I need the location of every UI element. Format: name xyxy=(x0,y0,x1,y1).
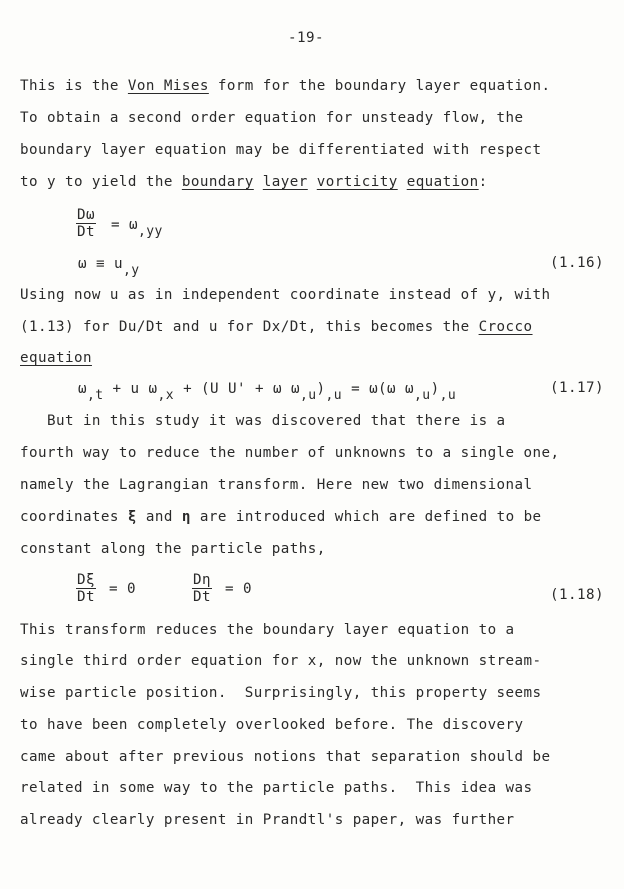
fraction-denominator: Dt xyxy=(193,589,211,605)
subscript: ,yy xyxy=(137,224,163,239)
text-line: came about after previous notions that separation should be xyxy=(20,749,551,765)
equation-rhs xyxy=(102,216,163,241)
text-line: namely the Lagrangian transform. Here new two dimensional xyxy=(20,477,533,493)
math-run: + u ω xyxy=(103,381,158,397)
greek-symbol: η xyxy=(181,509,191,525)
text-run: coordinates xyxy=(20,509,128,525)
text-run: form for the boundary layer equation. xyxy=(208,78,551,94)
fraction-numerator: Dη xyxy=(193,572,211,588)
math-run: = ω(ω ω xyxy=(342,381,415,397)
fraction xyxy=(76,207,96,240)
fraction-denominator: Dt xyxy=(77,224,95,240)
subscript: ,u xyxy=(439,388,457,403)
text-line xyxy=(20,318,533,336)
equation-number: (1.17) xyxy=(550,380,604,396)
text-run: and xyxy=(136,509,182,525)
text-line: single third order equation for x, now the unknown stream- xyxy=(20,653,542,669)
text-line: wise particle position. Surprisingly, this property seems xyxy=(20,685,542,701)
underlined-term: equation xyxy=(406,174,479,190)
fraction-numerator: Dω xyxy=(77,207,95,223)
underlined-term: Crocco xyxy=(478,319,533,335)
text-line xyxy=(20,508,542,526)
text-line: But in this study it was discovered that there is a xyxy=(20,413,506,429)
math-run: ω xyxy=(78,381,87,397)
text-run: (1.13) for Du/Dt and u for Dx/Dt, this becomes the xyxy=(20,319,479,335)
subscript: ,t xyxy=(87,388,104,403)
text-line xyxy=(20,77,551,95)
math-run: + (U U' + ω ω xyxy=(174,381,300,397)
equation-number: (1.18) xyxy=(550,587,604,603)
greek-symbol: ξ xyxy=(127,509,137,525)
text-line: Using now u as in independent coordinate instead of y, with xyxy=(20,287,551,303)
text-line: boundary layer equation may be differentiated with respect xyxy=(20,142,542,158)
page-number: -19- xyxy=(288,30,324,46)
text-line: to have been completely overlooked before. The discovery xyxy=(20,717,524,733)
subscript: ,x xyxy=(157,388,175,403)
fraction-denominator: Dt xyxy=(77,589,95,605)
text-run: are introduced which are defined to be xyxy=(190,509,542,525)
text-line: This transform reduces the boundary layer equation to a xyxy=(20,622,515,638)
underlined-term: boundary xyxy=(181,174,254,190)
subscript: ,u xyxy=(299,388,317,403)
underlined-term: vorticity xyxy=(316,174,398,190)
text-line: already clearly present in Prandtl's paper, was further xyxy=(20,812,515,828)
underlined-term: Von Mises xyxy=(127,78,209,94)
subscript: ,u xyxy=(325,388,343,403)
fraction xyxy=(192,572,212,605)
text-run: This is the xyxy=(20,78,128,94)
text-run: to y to yield the xyxy=(20,174,182,190)
text-line: constant along the particle paths, xyxy=(20,541,326,557)
text-line xyxy=(20,349,92,367)
math-run: ω ≡ u xyxy=(78,256,123,272)
equation-crocco xyxy=(78,380,456,405)
math-run: ) xyxy=(430,381,440,397)
equation-number: (1.16) xyxy=(550,255,604,271)
fraction-numerator: Dξ xyxy=(77,572,95,588)
text-run: : xyxy=(478,174,488,190)
text-line xyxy=(20,173,488,191)
math-run: ) xyxy=(316,381,326,397)
math-run: = ω xyxy=(102,217,138,233)
subscript: ,u xyxy=(414,388,431,403)
text-line: To obtain a second order equation for unsteady flow, the xyxy=(20,110,524,126)
equation-rhs: = 0 xyxy=(216,581,252,597)
text-line: related in some way to the particle paths. This idea was xyxy=(20,780,533,796)
fraction xyxy=(76,572,96,605)
equation-rhs: = 0 xyxy=(100,581,136,597)
underlined-term: layer xyxy=(262,174,308,190)
underlined-term: equation xyxy=(20,350,92,366)
text-line: fourth way to reduce the number of unknowns to a single one, xyxy=(20,445,560,461)
subscript: ,y xyxy=(122,263,140,278)
equation xyxy=(78,255,140,280)
